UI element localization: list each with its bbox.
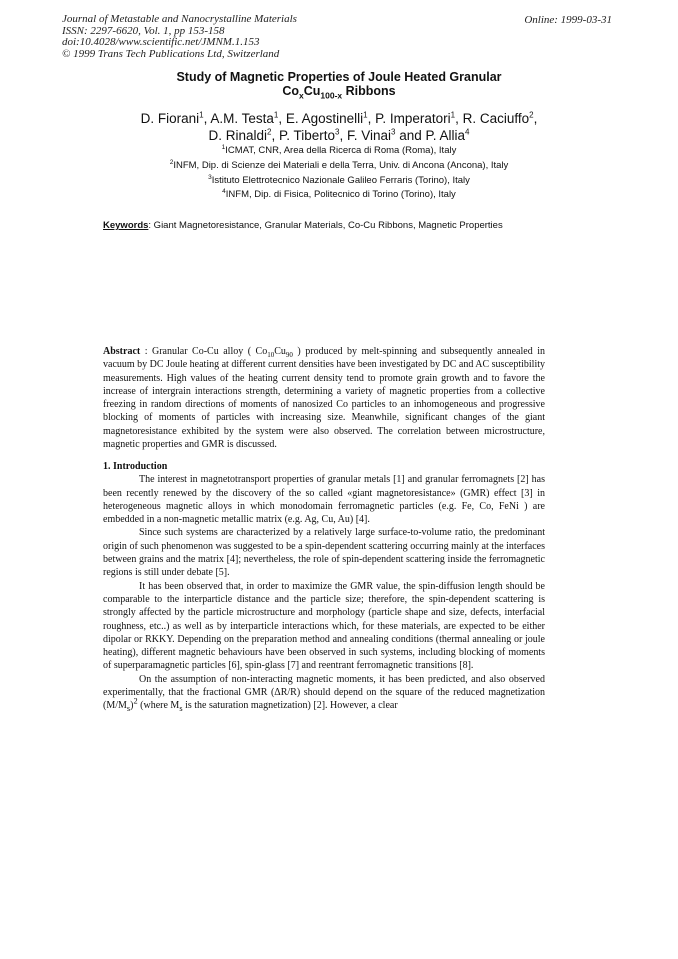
title-ribbons: Ribbons <box>342 84 396 98</box>
intro-p4-post: is the saturation magnetization) [2]. However, a clear <box>182 700 398 712</box>
introduction-section <box>103 460 545 713</box>
affiliation-number: 4 <box>222 188 226 196</box>
online-date: Online: 1999-03-31 <box>524 14 612 26</box>
affiliation-number: 1 <box>221 143 226 151</box>
affiliation-text: INFM, Dip. di Scienze dei Materiali e della Terra, Univ. di Ancona (Ancona), Italy <box>173 159 509 171</box>
author-affil-mark: 4 <box>465 127 470 137</box>
journal-copyright: © 1999 Trans Tech Publications Ltd, Switzerland <box>62 47 280 60</box>
intro-p4-mid: ) <box>130 700 134 712</box>
title-co: Co <box>282 84 300 98</box>
affiliation <box>0 188 678 203</box>
intro-paragraph: It has been observed that, in order to maximize the GMR value, the spin-diffusion length should be comparable to the interparticle distance and the particle size; therefore, the spin-dependent scattering is strongly affected by the particle microstructure and morphology (particle shape and size, defects, interfacial roughness, etc..) as well as by interparticle interactions which, for these materials, are expected to be either dipolar or RKKY. Depending on the preparation method and annealing conditions (thermal annealing or joule heating), different magnetic behaviours have been observed in such systems, including blocking of moments of superparamagnetic particles [6], spin-glass [7] and reentrant ferromagnetic transitions [8]. <box>103 580 545 672</box>
author: P. Tiberto <box>278 128 336 143</box>
abstract <box>103 345 545 451</box>
affiliation-number: 2 <box>169 158 174 166</box>
author-line-2: D. Rinaldi$^2$, P. Tiberto$^3$, F. Vinai$^3$ and P. Allia$^4$ <box>208 127 470 143</box>
abstract-co-subscript: 10 <box>267 351 275 359</box>
author-affil-mark: 1 <box>363 110 368 120</box>
keywords-label: Keywords <box>103 220 149 231</box>
author: P. Allia <box>425 128 466 143</box>
title-line-1: Study of Magnetic Properties of Joule Heated Granular <box>176 70 502 84</box>
author: E. Agostinelli <box>285 111 364 126</box>
abstract-text-pre: : Granular Co-Cu alloy ( Co <box>140 346 268 357</box>
author-affil-mark: 2 <box>267 127 272 137</box>
journal-issn: ISSN: 2297-6620, Vol. 1, pp 153-158 <box>62 24 225 37</box>
journal-doi[interactable]: doi:10.4028/www.scientific.net/JMNM.1.153 <box>62 36 260 48</box>
title-x-subscript: x <box>299 90 304 101</box>
intro-p4-subscript: s <box>179 704 183 714</box>
title-cu-subscript: 100-x <box>320 90 343 101</box>
author: F. Vinai <box>347 128 392 143</box>
abstract-cu: Cu <box>274 346 286 357</box>
affiliation <box>0 159 678 174</box>
affiliation <box>0 144 678 159</box>
author: D. Rinaldi <box>208 128 268 143</box>
author: R. Caciuffo <box>462 111 530 126</box>
author: A.M. Testa <box>210 111 274 126</box>
affiliation-text: ICMAT, CNR, Area della Ricerca di Roma (Roma), Italy <box>225 145 457 156</box>
keywords-text: : Giant Magnetoresistance, Granular Materials, Co-Cu Ribbons, Magnetic Properties <box>148 220 503 231</box>
intro-p4-pre: On the assumption of non-interacting magnetic moments, it has been predicted, and also observed experimentally, that the fractional GMR (ΔR/R) should depend on the square of the reduced magnetization (M/M <box>103 673 545 712</box>
abstract-text-post: ) produced by melt-spinning and subsequently annealed in vacuum by DC Joule heating at different current densities have been investigated by DC and AC susceptibility measurements. High values of the heating current density tend to promote grain growth and to favore the increase of intergrain interactions strength, determining a variety of magnetic properties from a collective freezing in random directions of moments of nanosized Co particles to an inhomogeneous and progressive blocking of moments of particles with increasing size. Meanwhile, significant changes of the giant magnetoresistance exhibited by the system were also observed. The correlation between microstructure, magnetic properties and GMR is discussed. <box>103 346 545 451</box>
journal-header <box>62 14 297 60</box>
keywords <box>103 220 603 231</box>
author-affil-mark: 1 <box>273 110 279 120</box>
abstract-cu-subscript: 90 <box>285 351 293 359</box>
affiliation <box>0 174 678 189</box>
author-list <box>0 110 678 144</box>
affiliation-list <box>0 144 678 203</box>
title-cu: Cu <box>303 84 321 98</box>
author: P. Imperatori <box>375 111 451 126</box>
intro-p4-subscript: s <box>126 704 131 714</box>
journal-name: Journal of Metastable and Nanocrystalline Materials <box>62 13 297 25</box>
abstract-paragraph <box>103 345 545 451</box>
intro-p4-mid2: (where M <box>137 700 180 712</box>
abstract-label: Abstract <box>103 346 141 357</box>
title-line-2 <box>0 84 678 101</box>
paper-title <box>0 70 678 101</box>
affiliation-text: INFM, Dip. di Fisica, Politecnico di Torino (Torino), Italy <box>225 189 456 201</box>
affiliation-number: 3 <box>208 173 212 181</box>
author-affil-mark: 2 <box>529 110 534 120</box>
author-affil-mark: 3 <box>335 127 340 137</box>
author-line-1: D. Fiorani$^1$, A.M. Testa$^1$, E. Agostinelli$^1$, P. Imperatori$^1$, R. Caciuffo$^2$, <box>140 110 538 126</box>
author-affil-mark: 3 <box>391 127 396 137</box>
intro-paragraph <box>103 673 545 713</box>
intro-paragraph: The interest in magnetotransport properties of granular metals [1] and granular ferromagnets [2] has been recently renewed by the discovery of the so called «giant magnetoresistance» (GMR) effect [3] in heterogeneous magnetic alloys in which monodomain ferromagnetic particles (e.g. Fe, Co, FeNi ) are embedded in a non-magnetic metallic matrix (e.g. Ag, Cu, Au) [4]. <box>103 474 545 526</box>
author: D. Fiorani <box>140 111 200 126</box>
intro-paragraph: Since such systems are characterized by a relatively large surface-to-volume ratio, the predominant origin of such phenomenon was suggested to be a spin-dependent scattering occurring mainly at the interfaces between grains and the matrix [4]; nevertheless, the role of spin-dependent scattering inside the ferromagnetic regions is still under debate [5]. <box>103 527 545 579</box>
intro-p4-superscript: 2 <box>133 697 138 707</box>
section-heading: 1. Introduction <box>103 461 168 472</box>
affiliation-text: Istituto Elettrotecnico Nazionale Galileo Ferraris (Torino), Italy <box>211 174 470 186</box>
author-affil-mark: 1 <box>199 110 204 120</box>
author-affil-mark: 1 <box>450 110 456 120</box>
